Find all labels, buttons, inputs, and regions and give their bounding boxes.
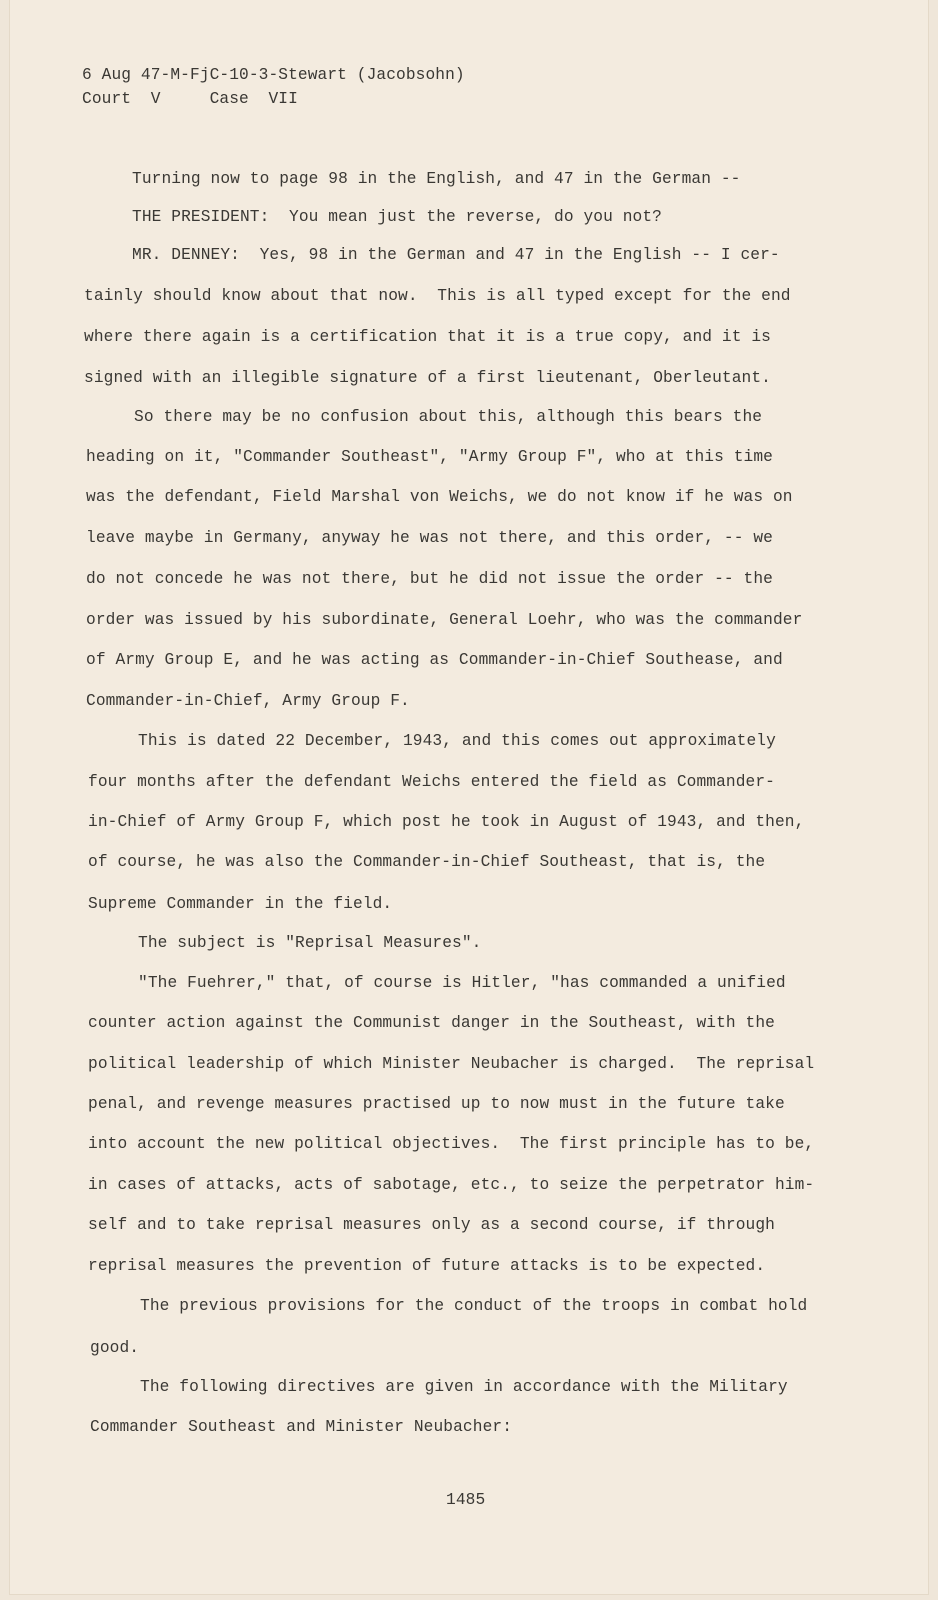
text-line: political leadership of which Minister Neubacher is charged. The reprisal — [88, 1055, 815, 1073]
text-line: in cases of attacks, acts of sabotage, etc., to seize the perpetrator him- — [88, 1176, 815, 1194]
text-line: Commander-in-Chief, Army Group F. — [86, 692, 410, 710]
text-line: "The Fuehrer," that, of course is Hitler, "has commanded a unified — [138, 974, 786, 992]
document-page — [10, 0, 928, 1594]
text-line: reprisal measures the prevention of future attacks is to be expected. — [88, 1257, 766, 1275]
text-line: Supreme Commander in the field. — [88, 895, 393, 913]
text-line: order was issued by his subordinate, General Loehr, who was the commander — [86, 611, 803, 629]
text-line: The following directives are given in accordance with the Military — [140, 1378, 788, 1396]
header-reference: 6 Aug 47-M-FjC-10-3-Stewart (Jacobsohn) — [82, 66, 465, 84]
text-line: leave maybe in Germany, anyway he was not there, and this order, -- we — [86, 529, 773, 547]
text-line: Commander Southeast and Minister Neubacher: — [90, 1418, 513, 1436]
text-line: penal, and revenge measures practised up to now must in the future take — [88, 1095, 785, 1113]
text-line: of course, he was also the Commander-in-Chief Southeast, that is, the — [88, 853, 766, 871]
text-line: counter action against the Communist danger in the Southeast, with the — [88, 1014, 775, 1032]
text-line: heading on it, "Commander Southeast", "Army Group F", who at this time — [86, 448, 773, 466]
text-line: The previous provisions for the conduct of the troops in combat hold — [140, 1297, 808, 1315]
text-line: do not concede he was not there, but he did not issue the order -- the — [86, 570, 773, 588]
text-line: good. — [90, 1339, 140, 1357]
text-line: This is dated 22 December, 1943, and this comes out approximately — [138, 732, 776, 750]
text-line: of Army Group E, and he was acting as Commander-in-Chief Southease, and — [86, 651, 783, 669]
text-line: Turning now to page 98 in the English, and 47 in the German -- — [132, 170, 741, 188]
text-line: So there may be no confusion about this, although this bears the — [134, 408, 763, 426]
text-line: into account the new political objectives. The first principle has to be, — [88, 1135, 815, 1153]
header-court-case: Court V Case VII — [82, 90, 298, 108]
text-line: self and to take reprisal measures only as a second course, if through — [88, 1216, 775, 1234]
page-number: 1485 — [446, 1491, 486, 1509]
text-line: THE PRESIDENT: You mean just the reverse, do you not? — [132, 208, 662, 226]
text-line: in-Chief of Army Group F, which post he took in August of 1943, and then, — [88, 813, 805, 831]
text-line: tainly should know about that now. This is all typed except for the end — [84, 287, 791, 305]
text-line: was the defendant, Field Marshal von Weichs, we do not know if he was on — [86, 488, 793, 506]
text-line: MR. DENNEY: Yes, 98 in the German and 47 in the English -- I cer- — [132, 246, 780, 264]
text-line: where there again is a certification that it is a true copy, and it is — [84, 328, 771, 346]
text-line: The subject is "Reprisal Measures". — [138, 934, 482, 952]
text-line: four months after the defendant Weichs entered the field as Commander- — [88, 773, 775, 791]
text-line: signed with an illegible signature of a first lieutenant, Oberleutant. — [84, 369, 771, 387]
